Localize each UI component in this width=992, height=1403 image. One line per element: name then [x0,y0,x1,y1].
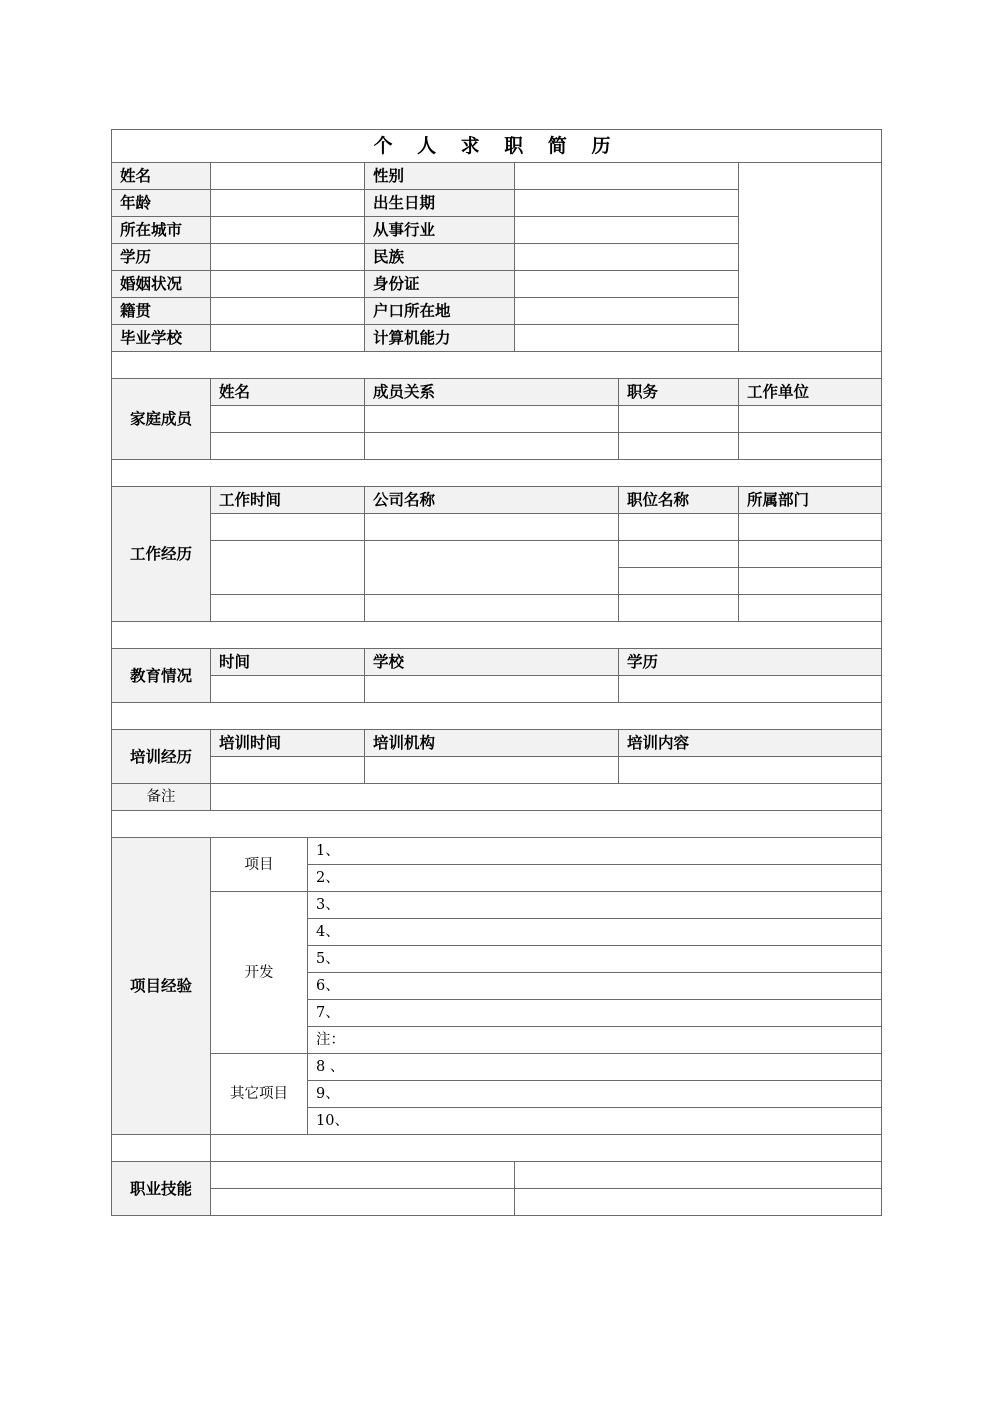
birthdate-label: 出生日期 [365,190,515,217]
education-header-degree: 学历 [619,649,882,676]
education-cell[interactable] [211,676,365,703]
work-cell[interactable] [619,568,739,595]
project-line[interactable]: 8 、 [308,1054,882,1081]
remarks-field[interactable] [211,784,882,811]
marital-status-label: 婚姻状况 [112,271,211,298]
age-label: 年龄 [112,190,211,217]
family-cell[interactable] [211,406,365,433]
family-header-employer: 工作单位 [739,379,882,406]
work-cell[interactable] [365,541,619,595]
work-cell[interactable] [211,541,365,595]
gender-label: 性别 [365,163,515,190]
training-cell[interactable] [619,757,882,784]
education-header-school: 学校 [365,649,619,676]
work-cell[interactable] [365,595,619,622]
id-card-label: 身份证 [365,271,515,298]
project-line[interactable]: 9、 [308,1081,882,1108]
photo-area[interactable] [739,163,882,352]
ethnicity-label: 民族 [365,244,515,271]
work-cell[interactable] [739,514,882,541]
spacer-row [112,703,882,730]
age-field[interactable] [211,190,365,217]
project-note-line[interactable]: 注： [308,1027,882,1054]
project-line[interactable]: 3、 [308,892,882,919]
school-field[interactable] [211,325,365,352]
name-label: 姓名 [112,163,211,190]
family-header-relation: 成员关系 [365,379,619,406]
project-group-other: 其它项目 [211,1054,308,1135]
page-title: 个 人 求 职 简 历 [112,130,882,163]
work-cell[interactable] [739,568,882,595]
skills-cell[interactable] [211,1162,515,1189]
project-group-project: 项目 [211,838,308,892]
hukou-field[interactable] [515,298,739,325]
education-section-label: 教育情况 [112,649,211,703]
family-header-name: 姓名 [211,379,365,406]
spacer-row [112,811,882,838]
family-cell[interactable] [365,433,619,460]
family-cell[interactable] [211,433,365,460]
project-line[interactable]: 2、 [308,865,882,892]
remarks-label: 备注 [112,784,211,811]
skills-cell[interactable] [515,1189,882,1216]
project-line[interactable]: 5、 [308,946,882,973]
work-cell[interactable] [739,595,882,622]
training-header-institution: 培训机构 [365,730,619,757]
city-label: 所在城市 [112,217,211,244]
spacer-row [112,352,882,379]
work-header-department: 所属部门 [739,487,882,514]
training-cell[interactable] [211,757,365,784]
project-line[interactable]: 1、 [308,838,882,865]
id-card-field[interactable] [515,271,739,298]
project-line[interactable]: 6、 [308,973,882,1000]
resume-form-table [111,129,882,1216]
skills-cell[interactable] [515,1162,882,1189]
family-cell[interactable] [619,433,739,460]
family-cell[interactable] [365,406,619,433]
spacer-row [112,460,882,487]
work-header-title: 职位名称 [619,487,739,514]
birthdate-field[interactable] [515,190,739,217]
spacer-cell [211,1135,882,1162]
training-header-content: 培训内容 [619,730,882,757]
marital-status-field[interactable] [211,271,365,298]
project-line[interactable]: 7、 [308,1000,882,1027]
ethnicity-field[interactable] [515,244,739,271]
name-field[interactable] [211,163,365,190]
skills-section-label: 职业技能 [112,1162,211,1216]
industry-label: 从事行业 [365,217,515,244]
work-header-time: 工作时间 [211,487,365,514]
gender-field[interactable] [515,163,739,190]
skills-cell[interactable] [211,1189,515,1216]
family-cell[interactable] [619,406,739,433]
work-cell[interactable] [619,514,739,541]
education-cell[interactable] [619,676,882,703]
project-section-label: 项目经验 [112,838,211,1135]
work-cell[interactable] [619,541,739,568]
work-cell[interactable] [365,514,619,541]
project-line[interactable]: 4、 [308,919,882,946]
spacer-row [112,622,882,649]
industry-field[interactable] [515,217,739,244]
work-cell[interactable] [211,514,365,541]
project-group-development: 开发 [211,892,308,1054]
city-field[interactable] [211,217,365,244]
education-header-time: 时间 [211,649,365,676]
spacer-cell [112,1135,211,1162]
project-line[interactable]: 10、 [308,1108,882,1135]
family-cell[interactable] [739,433,882,460]
work-cell[interactable] [739,541,882,568]
family-header-position: 职务 [619,379,739,406]
training-header-time: 培训时间 [211,730,365,757]
computer-skill-label: 计算机能力 [365,325,515,352]
degree-label: 学历 [112,244,211,271]
family-cell[interactable] [739,406,882,433]
education-cell[interactable] [365,676,619,703]
school-label: 毕业学校 [112,325,211,352]
work-header-company: 公司名称 [365,487,619,514]
native-place-field[interactable] [211,298,365,325]
native-place-label: 籍贯 [112,298,211,325]
training-cell[interactable] [365,757,619,784]
hukou-label: 户口所在地 [365,298,515,325]
computer-skill-field[interactable] [515,325,739,352]
work-cell[interactable] [619,595,739,622]
degree-field[interactable] [211,244,365,271]
training-section-label: 培训经历 [112,730,211,784]
work-section-label: 工作经历 [112,487,211,622]
work-cell[interactable] [211,595,365,622]
family-section-label: 家庭成员 [112,379,211,460]
